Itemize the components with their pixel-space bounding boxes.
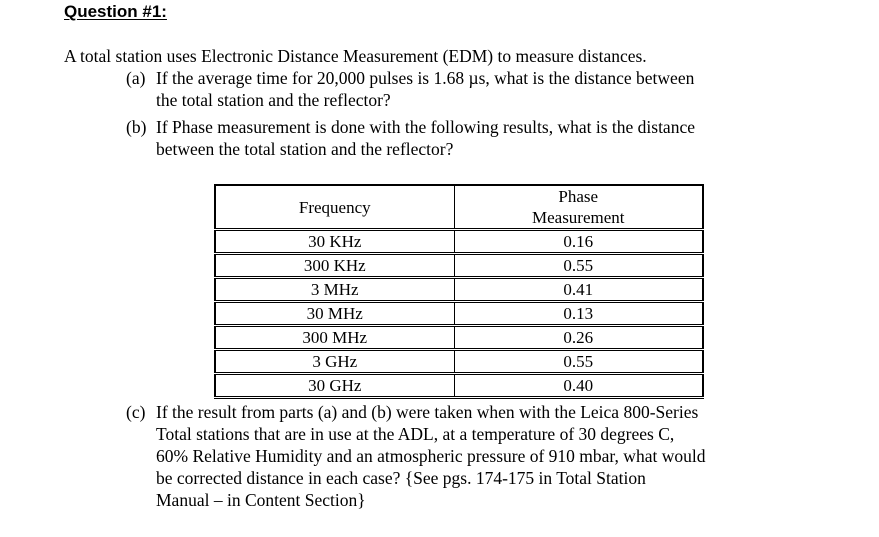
part-c-line-2: Total stations that are in use at the ADL, at a temperature of 30 degrees C,	[156, 424, 675, 444]
cell-frequency: 30 GHz	[215, 374, 454, 398]
table-header-row	[215, 185, 703, 230]
part-c-label: (c)	[126, 402, 146, 422]
table-row	[215, 302, 703, 326]
part-b	[126, 116, 695, 160]
table-row	[215, 254, 703, 278]
part-b-line-1: If Phase measurement is done with the following results, what is the distance	[156, 117, 695, 137]
header-frequency: Frequency	[215, 185, 454, 230]
cell-phase: 0.13	[454, 302, 703, 326]
cell-phase: 0.40	[454, 374, 703, 398]
table-row	[215, 230, 703, 254]
cell-phase: 0.26	[454, 326, 703, 350]
part-c-line-5: Manual – in Content Section}	[156, 490, 366, 510]
part-c-line-3: 60% Relative Humidity and an atmospheric pressure of 910 mbar, what would	[156, 446, 706, 466]
table-row	[215, 326, 703, 350]
cell-phase: 0.55	[454, 350, 703, 374]
part-c	[126, 401, 705, 511]
cell-frequency: 30 KHz	[215, 230, 454, 254]
question-heading: Question #1:	[64, 2, 167, 21]
part-b-label: (b)	[126, 117, 147, 137]
part-b-line-2: between the total station and the reflector?	[156, 139, 454, 159]
part-a	[126, 67, 694, 111]
table-row	[215, 374, 703, 398]
table-row	[215, 350, 703, 374]
cell-frequency: 30 MHz	[215, 302, 454, 326]
part-a-line-1: If the average time for 20,000 pulses is 1.68 µs, what is the distance between	[156, 68, 695, 88]
part-c-line-1: If the result from parts (a) and (b) were taken when with the Leica 800-Series	[156, 402, 699, 422]
cell-frequency: 3 GHz	[215, 350, 454, 374]
cell-phase: 0.16	[454, 230, 703, 254]
cell-frequency: 3 MHz	[215, 278, 454, 302]
cell-phase: 0.41	[454, 278, 703, 302]
cell-frequency: 300 KHz	[215, 254, 454, 278]
header-phase: Phase Measurement	[454, 185, 703, 230]
cell-phase: 0.55	[454, 254, 703, 278]
cell-frequency: 300 MHz	[215, 326, 454, 350]
part-a-label: (a)	[126, 68, 146, 88]
intro-text: A total station uses Electronic Distance Measurement (EDM) to measure distances.	[64, 46, 647, 66]
phase-table	[214, 184, 704, 399]
table-row	[215, 278, 703, 302]
part-c-line-4: be corrected distance in each case? {See pgs. 174-175 in Total Station	[156, 468, 646, 488]
part-a-line-2: the total station and the reflector?	[156, 90, 391, 110]
